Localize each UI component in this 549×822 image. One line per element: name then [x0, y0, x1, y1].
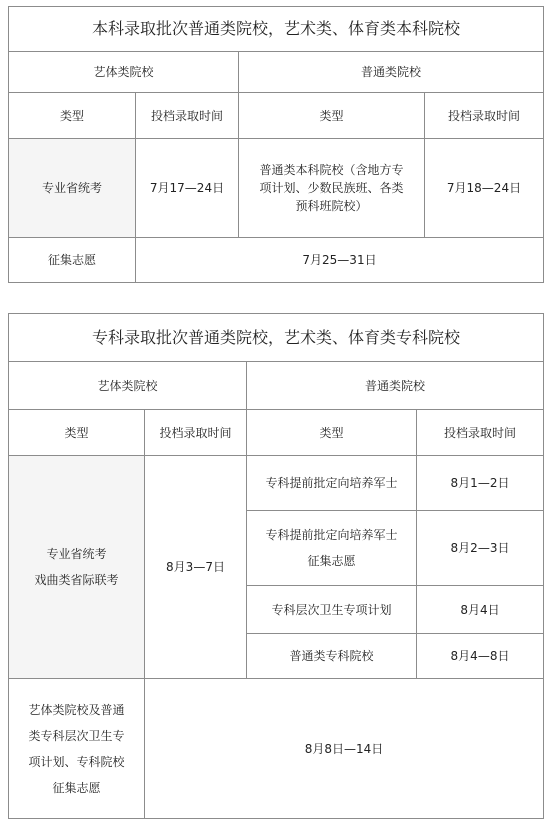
- col-header-type: 类型: [9, 410, 145, 456]
- college-schedule-table: [8, 313, 544, 819]
- general-type-cell: 专科提前批定向培养军士: [247, 456, 417, 511]
- art-type-line: 专业省统考: [46, 547, 107, 561]
- supplementary-label-line: 艺体类院校及普通: [28, 702, 125, 717]
- general-type-line: 预科班院校）: [295, 199, 368, 213]
- col-header-type: 类型: [247, 410, 417, 456]
- art-type-cell: [9, 456, 145, 679]
- group-header-general: 普通类院校: [239, 52, 544, 93]
- art-type-line: 戏曲类省际联考: [34, 573, 119, 587]
- general-time-cell: 8月1—2日: [417, 456, 544, 511]
- general-type-cell: 专科层次卫生专项计划: [247, 586, 417, 634]
- undergraduate-schedule-table: [8, 6, 544, 283]
- group-header-art: 艺体类院校: [9, 52, 239, 93]
- art-time-cell: 7月17—24日: [136, 139, 239, 238]
- supplementary-label-line: 项计划、专科院校: [28, 754, 125, 769]
- supplementary-label: [9, 679, 145, 819]
- general-type-line: 专科提前批定向培养军士: [265, 528, 398, 542]
- art-type-cell: 专业省统考: [9, 139, 136, 238]
- general-time-cell: 7月18—24日: [425, 139, 544, 238]
- group-header-art: 艺体类院校: [9, 362, 247, 410]
- col-header-type: 类型: [9, 93, 136, 139]
- general-type-line: 项计划、少数民族班、各类: [259, 181, 404, 195]
- general-type-line: 普通类本科院校（含地方专: [259, 163, 404, 177]
- general-type-cell: [239, 139, 425, 238]
- general-time-cell: 8月4—8日: [417, 634, 544, 679]
- col-header-time: 投档录取时间: [145, 410, 247, 456]
- supplementary-label-line: 类专科层次卫生专: [28, 728, 125, 743]
- col-header-time: 投档录取时间: [425, 93, 544, 139]
- general-time-cell: 8月2—3日: [417, 511, 544, 586]
- group-header-general: 普通类院校: [247, 362, 544, 410]
- supplementary-time: 7月25—31日: [136, 238, 544, 283]
- general-type-cell: [247, 511, 417, 586]
- supplementary-label: 征集志愿: [9, 238, 136, 283]
- art-time-cell: 8月3—7日: [145, 456, 247, 679]
- general-type-cell: 普通类专科院校: [247, 634, 417, 679]
- col-header-time: 投档录取时间: [136, 93, 239, 139]
- supplementary-time: 8月8日—14日: [145, 679, 544, 819]
- supplementary-label-line: 征集志愿: [52, 780, 101, 795]
- general-type-line: 征集志愿: [307, 554, 356, 568]
- table-title: 专科录取批次普通类院校，艺术类、体育类专科院校: [9, 314, 544, 362]
- table-title: 本科录取批次普通类院校，艺术类、体育类本科院校: [9, 7, 544, 52]
- col-header-type: 类型: [239, 93, 425, 139]
- col-header-time: 投档录取时间: [417, 410, 544, 456]
- general-time-cell: 8月4日: [417, 586, 544, 634]
